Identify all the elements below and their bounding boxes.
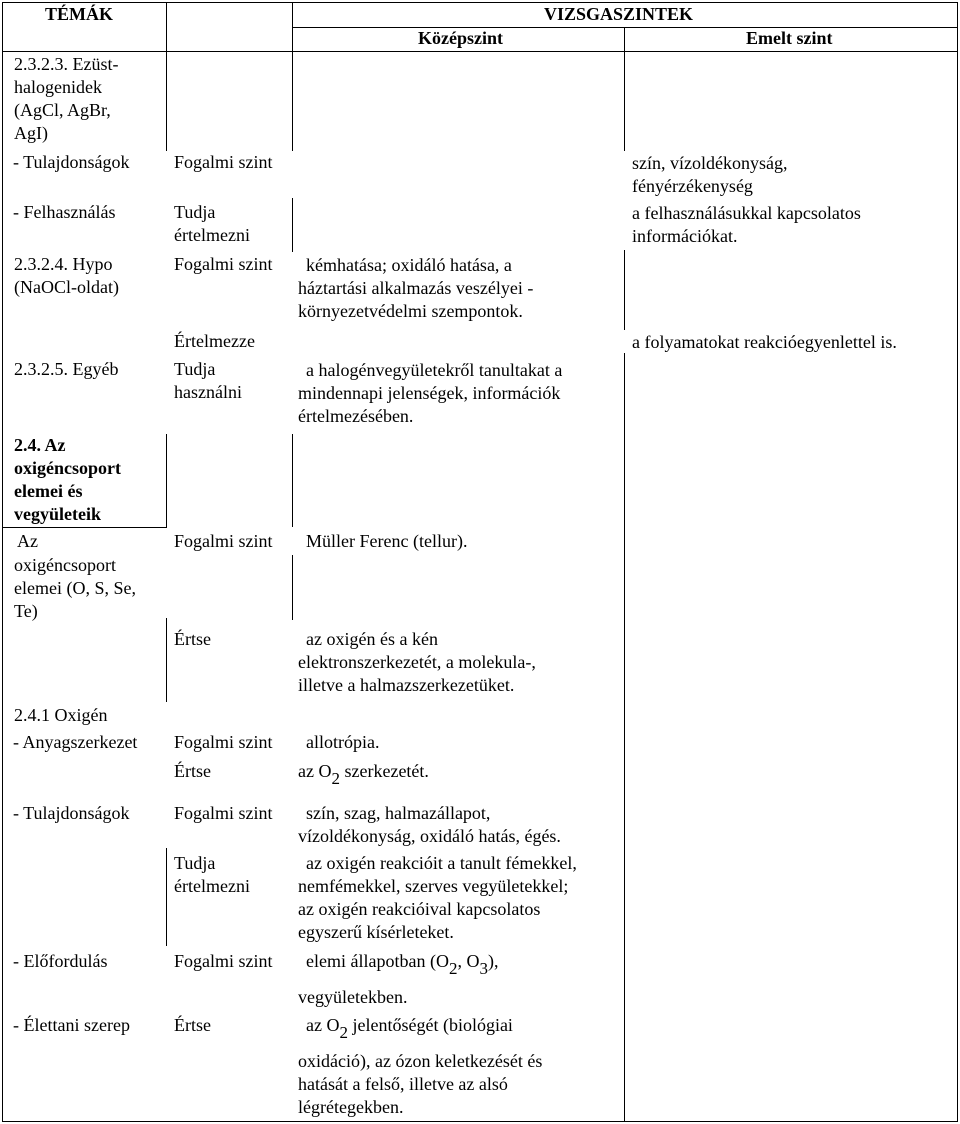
col1-seg-d	[166, 848, 167, 946]
emelt-felhasznalas-line2: információkat.	[632, 226, 738, 246]
text-run: , O	[457, 951, 480, 971]
topic-line: oxigéncsoport	[14, 555, 116, 575]
topic-tulajdonsagok-2: - Tulajdonságok	[13, 803, 130, 823]
topic-elofordulas: - Előfordulás	[13, 951, 108, 971]
topic-egyeb: 2.3.2.5. Egyéb	[14, 359, 119, 379]
topic-line: halogenidek	[14, 77, 102, 97]
col3-seg-a	[624, 51, 625, 151]
col3-seg-c	[624, 353, 625, 1122]
topic-hypo-line2: (NaOCl-oldat)	[14, 277, 119, 297]
kozep-ertse-1-line2: elektronszerkezetét, a molekula-,	[298, 652, 536, 672]
kozep-tudja-2-line3: az oxigén reakcióival kapcsolatos	[298, 899, 541, 919]
kozep-ertse-1-line1: az oxigén és a kén	[306, 629, 438, 649]
border-left	[2, 2, 3, 1122]
header-bottom-line	[2, 51, 958, 52]
kozep-tudja-2-line1: az oxigén reakcióit a tanult fémekkel,	[306, 853, 577, 873]
level-ertse-3: Értse	[174, 1015, 211, 1035]
kozep-tudja-2-line2: nemfémekkel, szerves vegyületekkel;	[298, 876, 569, 896]
subscript: 2	[339, 1023, 348, 1042]
header-kozep-emelt-divider	[624, 27, 625, 51]
kozep-tudja-2-line4: egyszerű kísérleteket.	[298, 922, 454, 942]
col2-seg-d	[292, 555, 293, 620]
topic-line: 2.3.2.3. Ezüst-	[14, 54, 119, 74]
header-temak: TÉMÁK	[45, 4, 114, 24]
level-ertelmezze: Értelmezze	[174, 331, 255, 351]
level-tudja-ertelmezni-2-line1: Tudja	[174, 853, 216, 873]
header-col-temak-right	[166, 2, 167, 51]
level-ertse-2: Értse	[174, 761, 211, 781]
kozep-muller: Müller Ferenc (tellur).	[306, 531, 468, 551]
level-fogalmi-szint: Fogalmi szint	[174, 732, 273, 752]
header-sub-line	[292, 27, 958, 28]
emelt-felhasznalas-line1: a felhasználásukkal kapcsolatos	[632, 203, 861, 223]
kozep-egyeb-line2: mindennapi jelenségek, információk	[298, 383, 561, 403]
border-right	[957, 2, 958, 1122]
level-tudja-ertelmezni-1-line2: értelmezni	[174, 225, 250, 245]
kozep-hypo-line3: környezetvédelmi szempontok.	[298, 301, 523, 321]
kozep-elofordulas-line1	[306, 950, 499, 978]
col1-seg-a	[166, 51, 167, 151]
text-run: az O	[298, 761, 332, 781]
topic-elettani-szerep: - Élettani szerep	[13, 1015, 130, 1035]
topic-line: Te)	[14, 601, 38, 621]
kozep-egyeb-line1: a halogénvegyületekről tanultakat a	[306, 360, 563, 380]
level-fogalmi-szint: Fogalmi szint	[174, 803, 273, 823]
text-run: elemi állapotban (O	[306, 951, 449, 971]
header-emelt-szint: Emelt szint	[746, 28, 833, 48]
emelt-tulajdonsagok-1-line1: szín, vízoldékonyság,	[632, 153, 788, 173]
kozep-elettani-line3: hatását a felső, illetve az alsó	[298, 1074, 508, 1094]
subscript: 2	[331, 769, 340, 788]
topic-line: vegyületeik	[14, 504, 101, 524]
kozep-tulajdonsagok-2-line2: vízoldékonyság, oxidáló hatás, égés.	[298, 826, 561, 846]
emelt-tulajdonsagok-1-line2: fényérzékenység	[632, 176, 753, 196]
header-vizsgaszintek: VIZSGASZINTEK	[544, 4, 694, 24]
border-top	[2, 2, 958, 3]
header-kozepszint: Középszint	[418, 28, 503, 48]
kozep-ertse-2	[298, 760, 429, 788]
border-bottom	[2, 1121, 958, 1122]
level-fogalmi-szint: Fogalmi szint	[174, 951, 273, 971]
kozep-anyagszerkezet: allotrópia.	[306, 732, 380, 752]
col2-seg-c	[292, 434, 293, 527]
topic-line: elemei és	[14, 481, 83, 501]
level-tudja-ertelmezni-1-line1: Tudja	[174, 202, 216, 222]
kozep-hypo-line1: kémhatása; oxidáló hatása, a	[306, 255, 512, 275]
topic-line: AgI)	[14, 123, 48, 143]
kozep-tulajdonsagok-2-line1: szín, szag, halmazállapot,	[306, 803, 491, 823]
topic-line: 2.4. Az	[14, 435, 66, 455]
level-tudja-hasznalni-line1: Tudja	[174, 359, 216, 379]
topic-hypo-line1: 2.3.2.4. Hypo	[14, 254, 113, 274]
oxigencsoport-divider	[2, 527, 167, 528]
col1-seg-b	[166, 434, 167, 527]
topic-oxigen: 2.4.1 Oxigén	[14, 705, 108, 725]
level-tudja-ertelmezni-2-line2: értelmezni	[174, 876, 250, 896]
subscript: 2	[448, 959, 458, 978]
kozep-elofordulas-line2: vegyületekben.	[298, 987, 408, 1007]
topic-line: (AgCl, AgBr,	[14, 100, 111, 120]
topic-tulajdonsagok-1: - Tulajdonságok	[13, 152, 130, 172]
level-tudja-hasznalni-line2: használni	[174, 382, 242, 402]
text-run: ),	[487, 951, 499, 971]
level-fogalmi-szint: Fogalmi szint	[174, 531, 273, 551]
topic-anyagszerkezet: - Anyagszerkezet	[13, 732, 138, 752]
col3-seg-b	[624, 250, 625, 330]
text-run: az O	[306, 1015, 340, 1035]
level-ertse-1: Értse	[174, 629, 211, 649]
emelt-ertelmezze: a folyamatokat reakcióegyenlettel is.	[632, 332, 897, 352]
kozep-ertse-1-line3: illetve a halmazszerkezetüket.	[298, 675, 515, 695]
text-run: szerkezetét.	[339, 761, 429, 781]
text-run: jelentőségét (biológiai	[347, 1015, 513, 1035]
col2-seg-b	[292, 198, 293, 252]
level-fogalmi-szint: Fogalmi szint	[174, 152, 273, 172]
kozep-egyeb-line3: értelmezésében.	[298, 406, 414, 426]
topic-felhasznalas: - Felhasználás	[13, 202, 116, 222]
subscript: 3	[479, 959, 488, 978]
level-fogalmi-szint: Fogalmi szint	[174, 254, 273, 274]
kozep-hypo-line2: háztartási alkalmazás veszélyei -	[298, 278, 534, 298]
kozep-elettani-line2: oxidáció), az ózon keletkezését és	[298, 1051, 543, 1071]
kozep-elettani-line1	[306, 1014, 513, 1042]
col1-seg-c	[166, 618, 167, 702]
col2-seg-a	[292, 51, 293, 151]
topic-line: elemei (O, S, Se,	[14, 578, 136, 598]
topic-line: oxigéncsoport	[14, 458, 121, 478]
topic-line: Az	[17, 531, 38, 551]
kozep-elettani-line4: légrétegekben.	[298, 1097, 404, 1117]
